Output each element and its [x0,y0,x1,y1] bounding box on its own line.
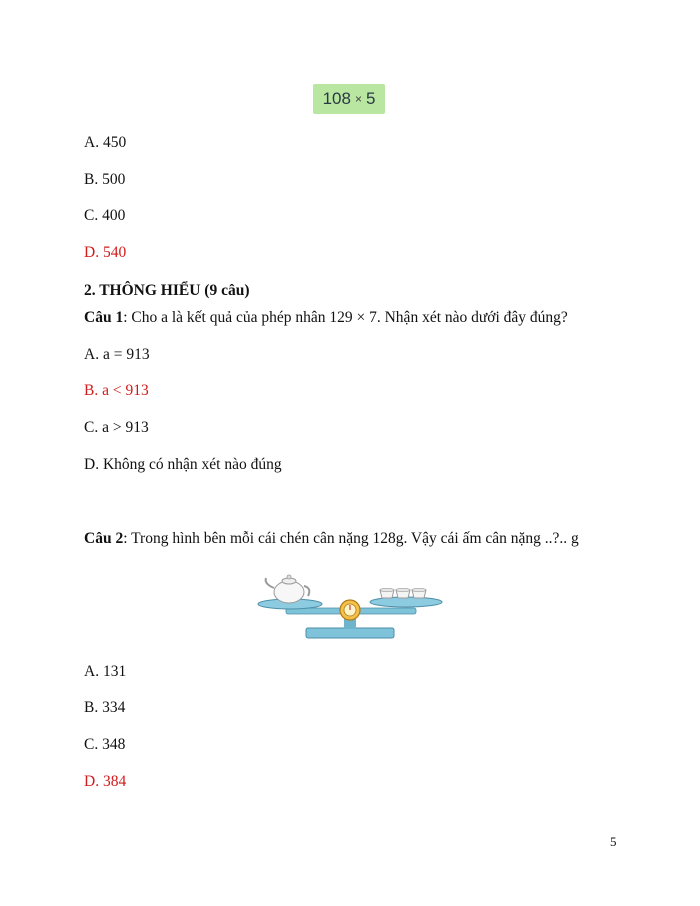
cups-icon [380,588,426,598]
q2-option-b: B. 334 [84,699,126,716]
q1-option-d: D. Không có nhận xét nào đúng [84,456,282,473]
balance-scale-illustration [256,570,446,645]
expression-left: 108 [322,89,351,108]
scale-base [306,628,394,638]
prev-option-c: C. 400 [84,207,126,224]
question-1-text: : Cho a là kết quả của phép nhân 129 × 7. Nhận xét nào dưới đây đúng? [123,309,568,326]
prev-option-b: B. 500 [84,171,126,188]
teapot-icon [266,575,310,603]
multiplication-expression [313,84,385,114]
question-1-label: Câu 1 [84,309,124,326]
q1-option-a: A. a = 913 [84,346,150,363]
question-1 [84,309,568,327]
q2-option-a: A. 131 [84,663,127,680]
prev-option-d: D. 540 [84,244,127,261]
expression-right: 5 [365,89,376,108]
question-2 [84,530,579,548]
page-number: 5 [610,834,617,849]
question-2-text: : Trong hình bên mỗi cái chén cân nặng 128g. Vậy cái ấm cân nặng ..?.. g [123,530,579,547]
q1-option-c: C. a > 913 [84,419,149,436]
prev-option-a: A. 450 [84,134,127,151]
expression-operator: × [354,92,362,106]
q2-option-d: D. 384 [84,773,127,790]
q2-option-c: C. 348 [84,736,126,753]
question-2-label: Câu 2 [84,530,124,547]
section-heading: 2. THÔNG HIỂU (9 câu) [84,282,250,299]
q1-option-b: B. a < 913 [84,382,149,399]
